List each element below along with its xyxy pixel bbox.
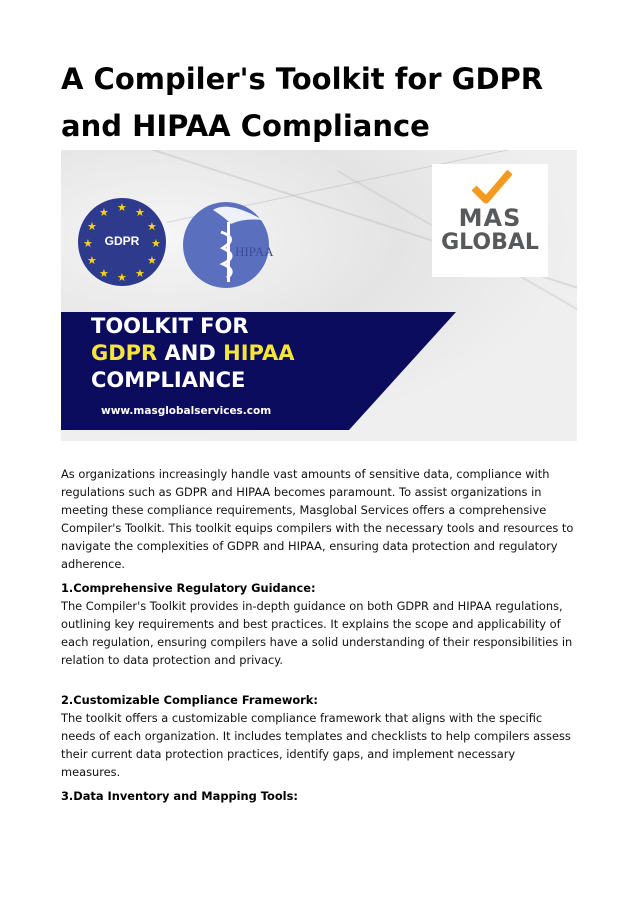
mas-logo-word-1: MAS xyxy=(458,204,522,232)
checkmark-icon xyxy=(472,170,512,206)
panel-and: AND xyxy=(157,341,224,365)
hipaa-logo xyxy=(183,200,293,290)
section-heading: 3.Data Inventory and Mapping Tools: xyxy=(61,789,298,803)
gdpr-badge-label: GDPR xyxy=(104,234,140,248)
gdpr-badge-icon: ★ ★ ★ ★ ★ ★ ★ ★ ★ ★ ★ ★ GDPR xyxy=(78,198,166,286)
panel-hipaa-highlight: HIPAA xyxy=(223,341,295,365)
section-paragraph: The Compiler's Toolkit provides in-depth guidance on both GDPR and HIPAA regulations, outlining key requirements and best practices. It explains the scope and applicability of each regulation, ensuring compilers have a solid understanding of their responsibilities in relation to data protection and privacy. xyxy=(61,599,573,667)
panel-headline-line-3: COMPLIANCE xyxy=(91,368,246,392)
mas-logo-word-2: GLOBAL xyxy=(441,230,539,255)
intro-paragraph: As organizations increasingly handle vast amounts of sensitive data, compliance with regulations such as GDPR and HIPAA becomes paramount. To assist organizations in meeting these compliance requirements, Masglobal Services offers a comprehensive Compiler's Toolkit. This toolkit equips compilers with the necessary tools and resources to navigate the complexities of GDPR and HIPAA, ensuring data protection and regulatory adherence. xyxy=(61,467,574,571)
panel-headline-line-2 xyxy=(91,340,294,366)
panel-gdpr-highlight: GDPR xyxy=(91,341,158,365)
hipaa-label: HIPAA xyxy=(235,244,274,259)
section-heading: 1.Comprehensive Regulatory Guidance: xyxy=(61,581,316,595)
panel-website-url: www.masglobalservices.com xyxy=(101,405,272,417)
page-title: A Compiler's Toolkit for GDPR and HIPAA Compliance xyxy=(61,62,544,143)
panel-headline-line-1: TOOLKIT FOR xyxy=(91,314,249,338)
mas-global-logo xyxy=(432,164,548,277)
hero-banner-image xyxy=(61,150,577,441)
section-heading: 2.Customizable Compliance Framework: xyxy=(61,693,318,707)
section-paragraph: The toolkit offers a customizable compliance framework that aligns with the specific needs of each organization. It includes templates and checklists to help compilers assess their current data protection practices, identify gaps, and implement necessary measures. xyxy=(61,711,571,779)
